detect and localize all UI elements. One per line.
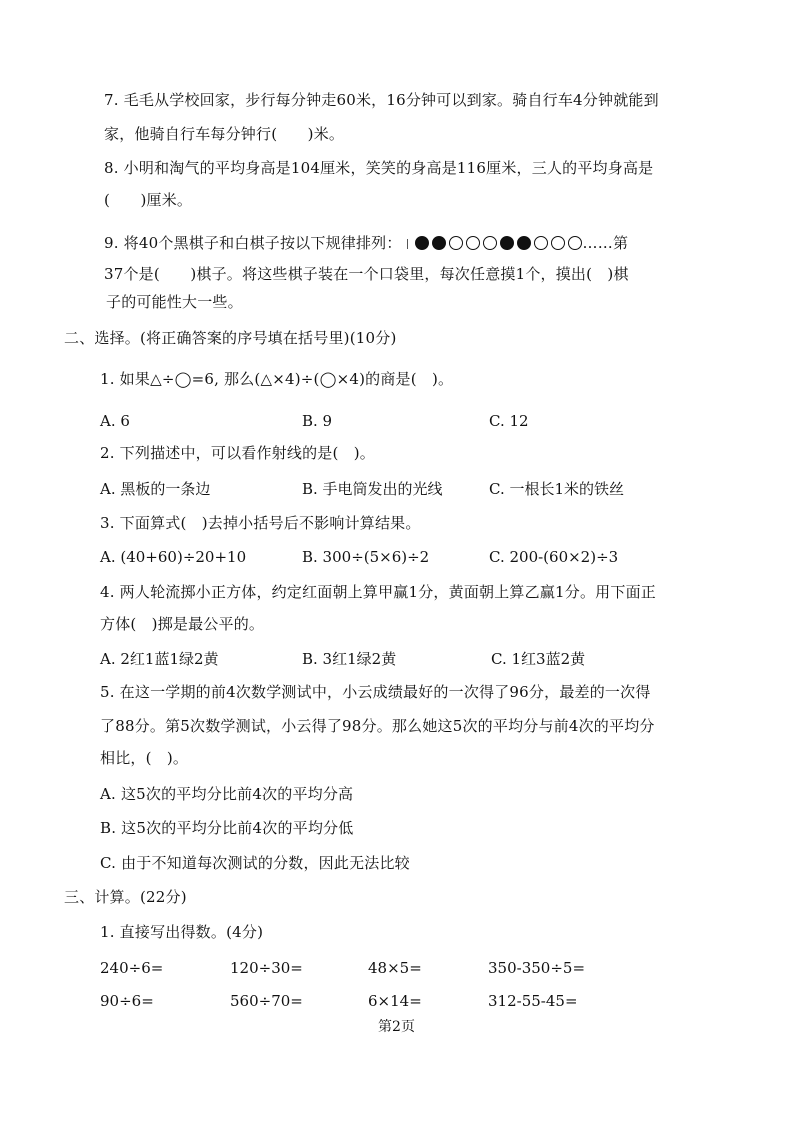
choice-q4-option-c: C. 1红3蓝2黄: [491, 650, 586, 668]
choice-q2-option-a: A. 黑板的一条边: [100, 480, 211, 498]
choice-q2-option-b: B. 手电筒发出的光线: [302, 480, 443, 498]
choice-q2-option-c: C. 一根长1米的铁丝: [489, 480, 625, 498]
calc-item: 90÷6=: [100, 992, 154, 1010]
choice-q1-option-c: C. 12: [489, 412, 529, 430]
calc-item: 560÷70=: [230, 992, 303, 1010]
calc-item: 350-350÷5=: [488, 959, 586, 977]
choice-q2-stem: 2. 下列描述中，可以看作射线的是( )。: [100, 444, 375, 462]
calc-item: 312-55-45=: [488, 992, 578, 1010]
q9-line-2: 37个是( )棋子。将这些棋子装在一个口袋里，每次任意摸1个，摸出( )棋: [104, 265, 629, 283]
choice-q3-option-c: C. 200-(60×2)÷3: [489, 548, 619, 566]
calc-item: 48×5=: [368, 959, 422, 977]
q7-line-1: 7. 毛毛从学校回家，步行每分钟走60米，16分钟可以到家。骑自行车4分钟就能到: [104, 91, 659, 109]
q9-text: 9. 将40个黑棋子和白棋子按以下规律排列：: [104, 234, 402, 252]
calc-q1-title: 1. 直接写出得数。(4分): [100, 923, 264, 941]
choice-q3-option-a: A. (40+60)÷20+10: [100, 548, 247, 566]
choice-q5-option-c: C. 由于不知道每次测试的分数，因此无法比较: [100, 854, 410, 872]
white-bead-icon: [466, 236, 480, 250]
choice-q5-option-a: A. 这5次的平均分比前4次的平均分高: [100, 785, 354, 803]
calc-item: 240÷6=: [100, 959, 164, 977]
section-title-calc: 三、计算。(22分): [64, 888, 187, 906]
choice-q4-stem-line-1: 4. 两人轮流掷小正方体，约定红面朝上算甲赢1分，黄面朝上算乙赢1分。用下面正: [100, 583, 656, 601]
q8-line-2: ( )厘米。: [104, 191, 193, 209]
choice-q1-stem: 1. 如果△÷◯=6, 那么(△×4)÷(◯×4)的商是( )。: [100, 370, 454, 388]
page-number: 第2页: [378, 1019, 415, 1035]
black-bead-icon: [432, 236, 446, 250]
q7-line-2: 家，他骑自行车每分钟行( )米。: [104, 125, 345, 143]
choice-q1-option-a: A. 6: [100, 412, 130, 430]
choice-q5-stem-line-3: 相比，( )。: [100, 749, 189, 767]
q9-line-3: 子的可能性大一些。: [106, 293, 243, 311]
choice-q4-option-a: A. 2红1蓝1绿2黄: [100, 650, 219, 668]
choice-q3-stem: 3. 下面算式( )去掉小括号后不影响计算结果。: [100, 514, 421, 532]
choice-q4-stem-line-2: 方体( )掷是最公平的。: [100, 615, 265, 633]
pattern-marker-icon: [407, 239, 408, 249]
calc-item: 6×14=: [368, 992, 422, 1010]
choice-q5-stem-line-2: 了88分。第5次数学测试，小云得了98分。那么她这5次的平均分与前4次的平均分: [100, 717, 655, 735]
choice-q5-option-b: B. 这5次的平均分比前4次的平均分低: [100, 819, 354, 837]
q9-line-1: [104, 233, 628, 253]
choice-q5-stem-line-1: 5. 在这一学期的前4次数学测试中，小云成绩最好的一次得了96分，最差的一次得: [100, 683, 651, 701]
white-bead-icon: [449, 236, 463, 250]
choice-q4-option-b: B. 3红1绿2黄: [302, 650, 397, 668]
black-bead-icon: [415, 236, 429, 250]
white-bead-icon: [483, 236, 497, 250]
calc-item: 120÷30=: [230, 959, 303, 977]
q8-line-1: 8. 小明和淘气的平均身高是104厘米，笑笑的身高是116厘米，三人的平均身高是: [104, 159, 654, 177]
section-title-choice: 二、选择。(将正确答案的序号填在括号里)(10分): [64, 329, 397, 347]
black-bead-icon: [500, 236, 514, 250]
bead-pattern: [414, 236, 583, 250]
white-bead-icon: [534, 236, 548, 250]
black-bead-icon: [517, 236, 531, 250]
white-bead-icon: [551, 236, 565, 250]
q9-tail: ……第: [582, 234, 629, 252]
choice-q1-option-b: B. 9: [302, 412, 333, 430]
white-bead-icon: [568, 236, 582, 250]
choice-q3-option-b: B. 300÷(5×6)÷2: [302, 548, 430, 566]
